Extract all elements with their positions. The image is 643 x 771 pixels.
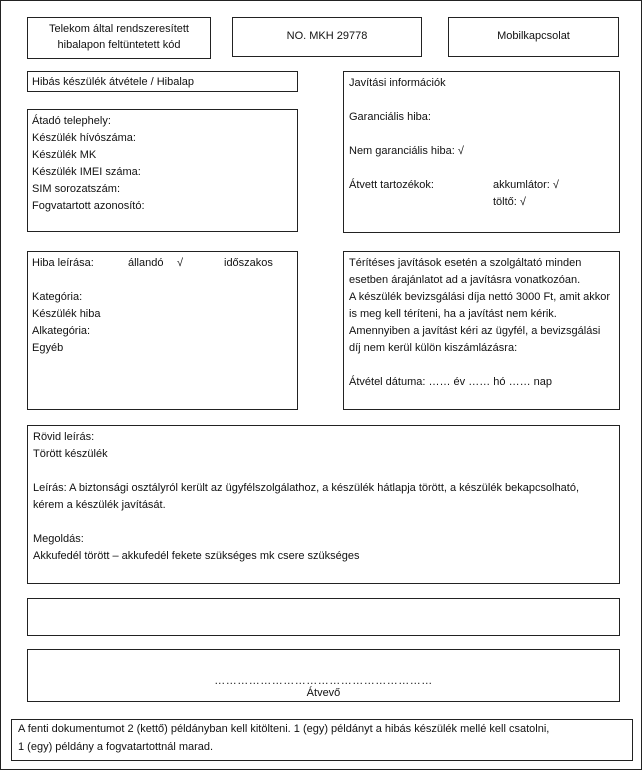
footer-note bbox=[11, 719, 633, 761]
inmate-id-label: Fogvatartott azonosító: bbox=[32, 200, 145, 213]
fault-permanent-check: √ bbox=[177, 257, 184, 269]
footer-line-2: 1 (egy) példány a fogvatartottnál marad. bbox=[18, 740, 214, 753]
sim-serial-label: SIM sorozatszám: bbox=[32, 183, 121, 196]
device-model-label: Készülék MK bbox=[32, 149, 97, 162]
blank-field bbox=[27, 598, 620, 636]
fault-permanent: állandó bbox=[128, 257, 164, 269]
fault-type-row bbox=[32, 255, 293, 272]
repair-info-heading: Javítási információk bbox=[349, 77, 446, 89]
paid-text-line: Amennyiben a javítást kéri az ügyfél, a bevizsgálási bbox=[349, 325, 601, 338]
fault-intermittent: időszakos bbox=[224, 257, 273, 269]
signature-line: ………………………………………………… bbox=[214, 675, 433, 687]
accessory-charger: töltő: √ bbox=[493, 196, 526, 209]
fault-label: Hiba leírása: bbox=[32, 257, 94, 269]
category-value: Készülék hiba bbox=[32, 308, 101, 321]
paid-text-line: is meg kell téríteni, ha a javítást nem kérik. bbox=[349, 308, 557, 321]
accessories-row bbox=[349, 177, 614, 194]
receiver-label: Átvevő bbox=[306, 687, 341, 699]
form-title: Hibás készülék átvétele / Hibalap bbox=[32, 76, 195, 88]
paid-repair-section bbox=[343, 251, 620, 410]
paid-text-line: díj nem kerül külön kiszámlázásra: bbox=[349, 342, 518, 355]
phone-number-label: Készülék hívószáma: bbox=[32, 132, 136, 145]
description-section bbox=[27, 425, 620, 584]
receiver-section bbox=[27, 649, 620, 702]
solution-label: Megoldás: bbox=[33, 533, 84, 546]
handover-site-label: Átadó telephely: bbox=[32, 115, 111, 127]
code-line-2: hibalapon feltüntetett kód bbox=[57, 39, 181, 51]
handover-section bbox=[27, 109, 298, 232]
repair-info-section bbox=[343, 71, 620, 233]
paid-text-line: esetben árajánlatot ad a javításra vonatkozóan. bbox=[349, 274, 581, 287]
connection-type-box bbox=[448, 17, 619, 57]
accessory-battery: akkumlátor: √ bbox=[493, 179, 559, 192]
category-label: Kategória: bbox=[32, 291, 83, 303]
paid-text-line: A készülék bevizsgálási díja nettó 3000 Ft, amit akkor bbox=[349, 291, 611, 304]
accessories-label: Átvett tartozékok: bbox=[349, 179, 434, 192]
form-number-box bbox=[232, 17, 422, 57]
paid-text-line: Térítéses javítások esetén a szolgáltató minden bbox=[349, 257, 582, 269]
code-line-1: Telekom által rendszeresített bbox=[48, 23, 189, 36]
connection-type: Mobilkapcsolat bbox=[497, 30, 570, 43]
fault-section bbox=[27, 251, 298, 410]
form-number: NO. MKH 29778 bbox=[286, 30, 368, 43]
warranty-fault-label: Garanciális hiba: bbox=[349, 111, 431, 124]
description-line-2: kérem a készülék javítását. bbox=[33, 499, 166, 512]
description-line-1: Leírás: A biztonsági osztályról került az ügyfélszolgálathoz, a készülék hátlapja törött, a készülék bekapcsolható, bbox=[33, 482, 580, 495]
short-desc-label: Rövid leírás: bbox=[33, 431, 95, 443]
short-desc-value: Törött készülék bbox=[33, 448, 108, 461]
non-warranty-fault-label: Nem garanciális hiba: √ bbox=[349, 145, 464, 158]
telekom-code-box bbox=[27, 17, 211, 59]
solution-value: Akkufedél törött – akkufedél fekete szükséges mk csere szükséges bbox=[33, 550, 360, 563]
imei-label: Készülék IMEI száma: bbox=[32, 166, 141, 179]
form-title-box bbox=[27, 71, 298, 92]
subcategory-label: Alkategória: bbox=[32, 325, 91, 338]
footer-line-1: A fenti dokumentumot 2 (kettő) példányban kell kitölteni. 1 (egy) példányt a hibás készülék mellé kell csatolni, bbox=[18, 723, 550, 735]
subcategory-value: Egyéb bbox=[32, 342, 64, 355]
receipt-date: Átvétel dátuma: …… év …… hó …… nap bbox=[349, 376, 552, 389]
